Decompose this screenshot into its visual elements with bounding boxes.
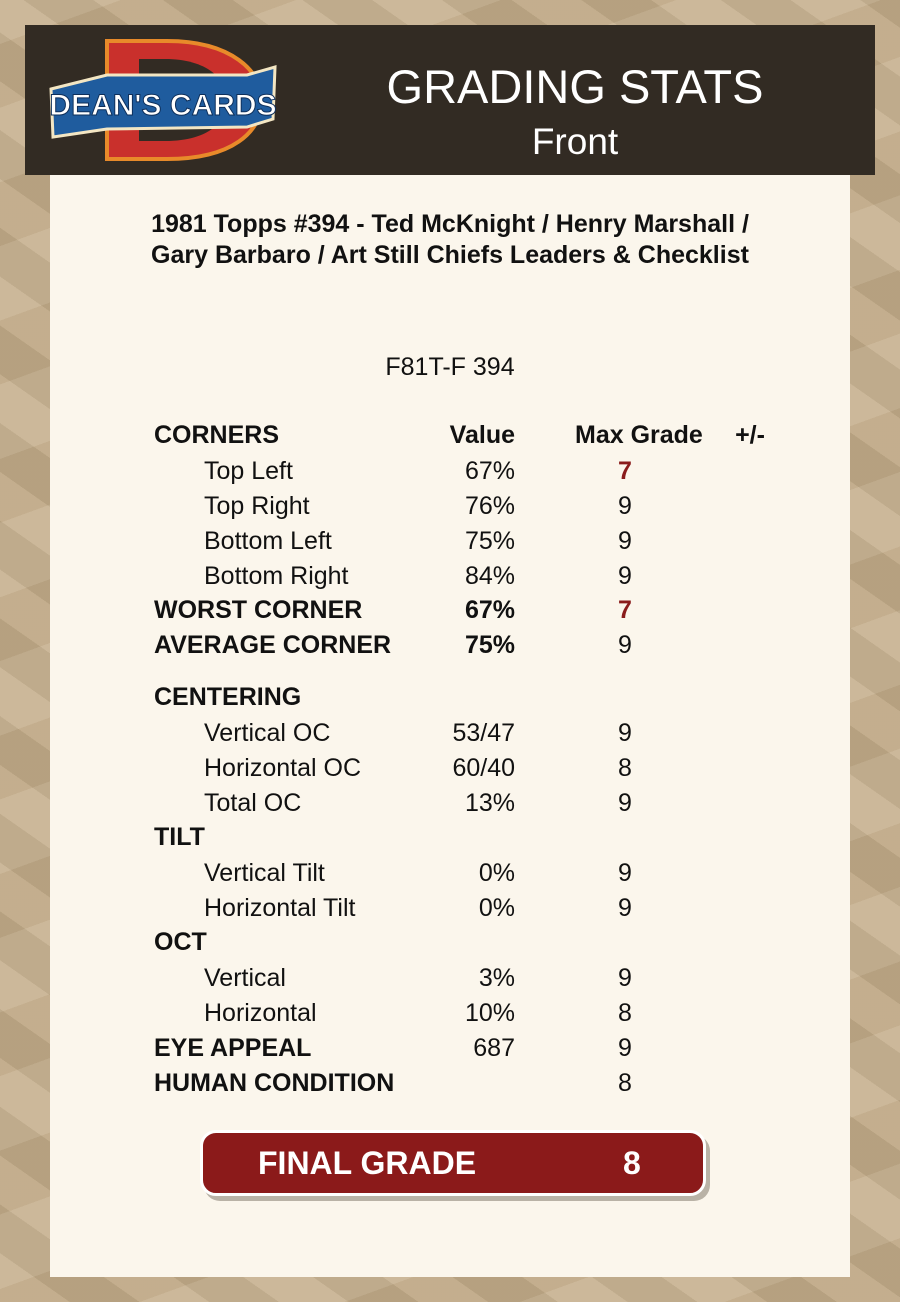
eye-appeal-row — [50, 1031, 850, 1065]
row-value: 10% — [464, 999, 515, 1027]
section-oct — [50, 925, 850, 959]
final-grade-banner — [200, 1130, 706, 1196]
table-row — [50, 559, 850, 593]
row-label: Horizontal — [204, 999, 317, 1027]
row-max-grade: 9 — [618, 964, 632, 992]
row-label: Bottom Right — [204, 562, 349, 590]
row-value: 76% — [464, 492, 515, 520]
row-max-grade: 9 — [618, 789, 632, 817]
row-label: Total OC — [204, 789, 302, 817]
table-row — [50, 454, 850, 488]
row-max-grade: 8 — [618, 999, 632, 1027]
row-max-grade: 8 — [618, 1069, 632, 1097]
column-header-max-grade: Max Grade — [575, 421, 703, 449]
header-bar — [25, 25, 875, 175]
row-value: 75% — [464, 631, 515, 659]
row-max-grade: 7 — [618, 457, 632, 485]
average-corner-row — [50, 628, 850, 662]
table-row — [50, 891, 850, 925]
svg-text:DEAN'S CARDS: DEAN'S CARDS — [49, 89, 277, 122]
row-label: Horizontal OC — [204, 754, 361, 782]
row-label: WORST CORNER — [154, 596, 363, 624]
table-row — [50, 524, 850, 558]
row-max-grade: 9 — [618, 1034, 632, 1062]
row-max-grade: 8 — [618, 754, 632, 782]
table-row — [50, 489, 850, 523]
row-value: 84% — [464, 562, 515, 590]
section-centering — [50, 680, 850, 714]
row-value: 67% — [464, 457, 515, 485]
table-row — [50, 751, 850, 785]
row-label: Top Left — [204, 457, 293, 485]
column-header-plus-minus: +/- — [735, 421, 765, 449]
deans-cards-logo — [47, 37, 279, 163]
row-max-grade: 9 — [618, 527, 632, 555]
row-max-grade: 9 — [618, 894, 632, 922]
card-title-line-2: Gary Barbaro / Art Still Chiefs Leaders & Checklist — [151, 241, 749, 269]
row-value: 60/40 — [452, 754, 515, 782]
row-label: TILT — [154, 823, 205, 851]
card-code: F81T-F 394 — [385, 353, 515, 381]
stats-panel — [50, 175, 850, 1277]
row-label: AVERAGE CORNER — [154, 631, 392, 659]
table-row — [50, 716, 850, 750]
row-value: 3% — [478, 964, 515, 992]
section-corners — [50, 418, 850, 452]
card-title — [50, 209, 850, 271]
table-row — [50, 786, 850, 820]
row-value: 0% — [478, 859, 515, 887]
human-condition-row — [50, 1066, 850, 1100]
row-label: Horizontal Tilt — [204, 894, 356, 922]
card-title-line-1: 1981 Topps #394 - Ted McKnight / Henry Marshall / — [151, 210, 749, 238]
table-row — [50, 961, 850, 995]
row-label: Vertical OC — [204, 719, 331, 747]
page-subtitle: Front — [531, 121, 619, 162]
column-header-value: Value — [449, 421, 515, 449]
row-value: 53/47 — [452, 719, 515, 747]
row-label: Bottom Left — [204, 527, 332, 555]
row-label: OCT — [154, 928, 207, 956]
row-max-grade: 7 — [618, 596, 632, 624]
row-max-grade: 9 — [618, 492, 632, 520]
row-value: 687 — [473, 1034, 515, 1062]
table-row — [50, 856, 850, 890]
row-max-grade: 9 — [618, 631, 632, 659]
row-max-grade: 9 — [618, 719, 632, 747]
worst-corner-row — [50, 593, 850, 627]
row-label: EYE APPEAL — [154, 1034, 312, 1062]
row-label: Vertical Tilt — [204, 859, 325, 887]
page-title: GRADING STATS — [386, 60, 764, 113]
row-label: Top Right — [204, 492, 310, 520]
row-max-grade: 9 — [618, 562, 632, 590]
row-label: CORNERS — [154, 421, 280, 449]
row-label: HUMAN CONDITION — [154, 1069, 395, 1097]
row-label: CENTERING — [154, 683, 302, 711]
row-value: 75% — [464, 527, 515, 555]
row-value: 0% — [478, 894, 515, 922]
section-tilt — [50, 820, 850, 854]
final-grade-value: 8 — [623, 1145, 641, 1181]
final-grade-label: FINAL GRADE — [258, 1145, 477, 1181]
row-value: 67% — [464, 596, 515, 624]
table-row — [50, 996, 850, 1030]
row-value: 13% — [464, 789, 515, 817]
row-max-grade: 9 — [618, 859, 632, 887]
row-label: Vertical — [204, 964, 286, 992]
